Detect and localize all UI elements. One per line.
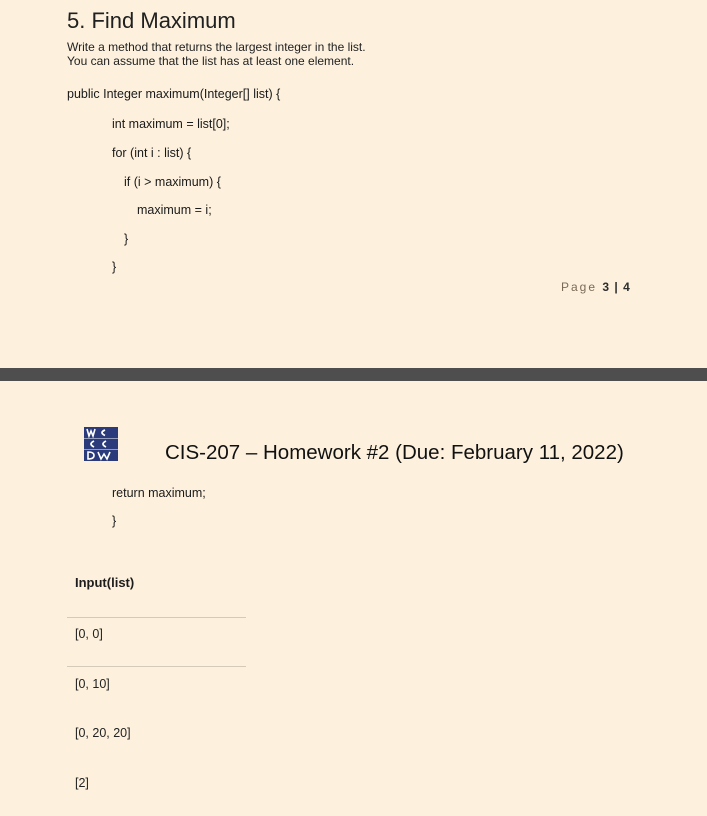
document-header-title: CIS-207 – Homework #2 (Due: February 11, 2022)	[165, 441, 624, 464]
table-cell: [0, 0]	[75, 627, 103, 641]
code-line: int maximum = list[0];	[112, 117, 230, 131]
page-separator	[0, 368, 707, 381]
code-line: public Integer maximum(Integer[] list) {	[67, 87, 281, 101]
page-number-separator: |	[614, 280, 618, 294]
table-cell: [0, 20, 20]	[75, 726, 131, 740]
section-heading: 5. Find Maximum	[67, 8, 236, 33]
wccd-logo-icon	[84, 427, 118, 461]
code-line: if (i > maximum) {	[124, 175, 221, 189]
page-number	[561, 280, 630, 294]
table-cell: [0, 10]	[75, 677, 110, 691]
table-rule	[67, 666, 246, 667]
page-number-total: 4	[623, 280, 630, 294]
page-number-label: Page	[561, 280, 598, 294]
table-rule	[67, 617, 246, 618]
code-line: return maximum;	[112, 486, 206, 500]
page-number-current: 3	[602, 280, 610, 294]
table-cell: [2]	[75, 776, 89, 790]
description-line: Write a method that returns the largest integer in the list.	[67, 40, 366, 54]
table-header: Input(list)	[75, 575, 135, 590]
code-line: for (int i : list) {	[112, 146, 192, 160]
code-line: maximum = i;	[137, 203, 212, 217]
code-line: }	[112, 260, 117, 274]
code-line: }	[124, 232, 129, 246]
description-line: You can assume that the list has at least one element.	[67, 54, 355, 68]
code-line: }	[112, 514, 117, 528]
